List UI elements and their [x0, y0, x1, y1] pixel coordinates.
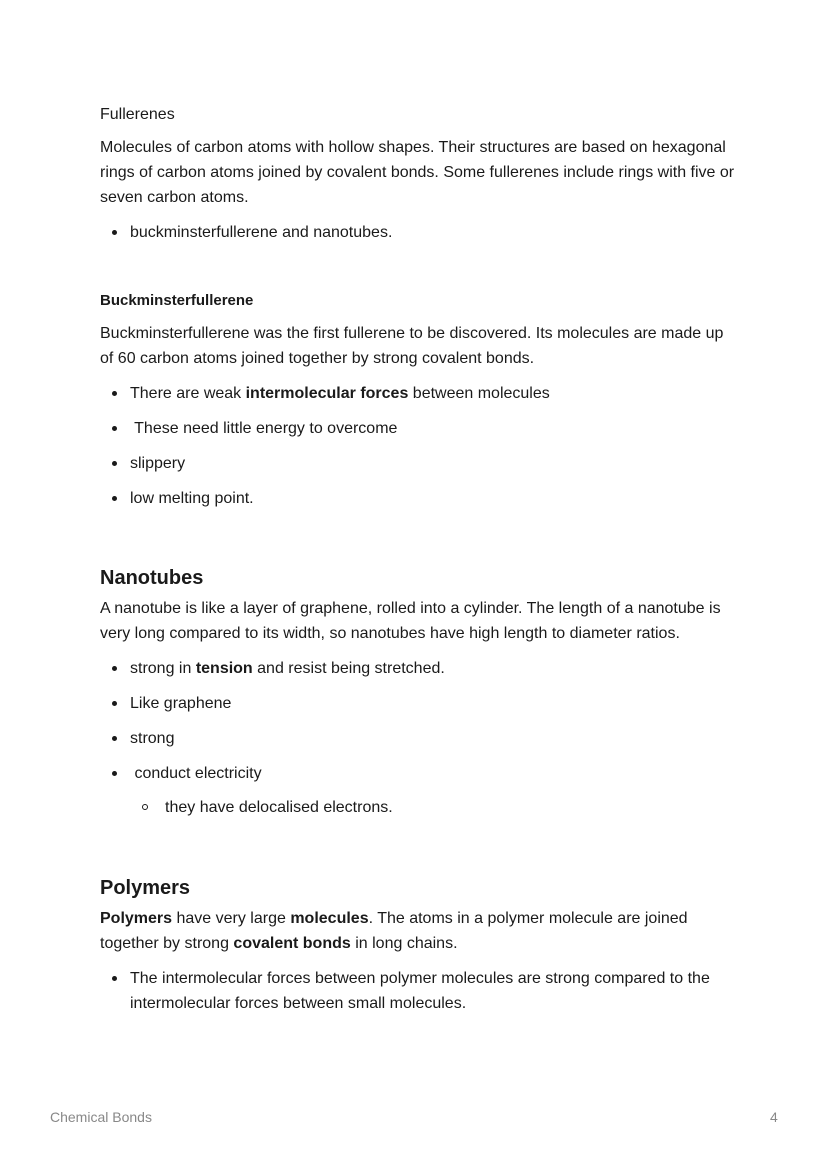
list-item: slippery: [100, 451, 740, 476]
list-item: strong: [100, 726, 740, 751]
polymers-list: [100, 966, 740, 1016]
text: strong in: [130, 660, 196, 677]
bold-term: tension: [195, 660, 253, 677]
text: . The atoms in a polymer molecule are joined together by strong: [100, 910, 688, 952]
bold-term: molecules: [290, 910, 369, 927]
page-number: 4: [770, 1109, 778, 1125]
nanotubes-list: [100, 656, 740, 820]
fullerenes-heading: Fullerenes: [100, 106, 175, 123]
polymers-paragraph: [100, 906, 740, 956]
nanotubes-paragraph: A nanotube is like a layer of graphene, rolled into a cylinder. The length of a nanotube is very long compared to its width, so nanotubes have high length to diameter ratios.: [100, 600, 721, 642]
text: in long chains.: [350, 935, 458, 952]
list-item: The intermolecular forces between polymer molecules are strong compared to the intermolecular forces between small molecules.: [100, 966, 740, 1016]
list-item: low melting point.: [100, 486, 740, 511]
bold-term: intermolecular forces: [245, 385, 409, 402]
buckminsterfullerene-heading: Buckminsterfullerene: [100, 292, 254, 309]
page-content: [100, 102, 740, 1016]
bold-term: Polymers: [100, 910, 173, 927]
list-item: Like graphene: [100, 691, 740, 716]
footer-title: Chemical Bonds: [50, 1109, 152, 1125]
polymers-heading: Polymers: [100, 877, 191, 899]
bold-term: covalent bonds: [233, 935, 351, 952]
list-item: [100, 656, 740, 681]
text: and resist being stretched.: [252, 660, 445, 677]
list-item: conduct electricity: [100, 761, 740, 786]
buckminsterfullerene-list: [100, 381, 740, 511]
sub-list-item: they have delocalised electrons.: [100, 795, 740, 820]
fullerenes-paragraph: Molecules of carbon atoms with hollow shapes. Their structures are based on hexagonal rings of carbon atoms joined by covalent bonds. Some fullerenes include rings with five or seven carbon atoms.: [100, 139, 735, 206]
text: between molecules: [408, 385, 550, 402]
list-item: buckminsterfullerene and nanotubes.: [100, 220, 740, 245]
text: have very large: [172, 910, 291, 927]
nanotubes-heading: Nanotubes: [100, 567, 204, 589]
buckminsterfullerene-paragraph: Buckminsterfullerene was the first fullerene to be discovered. Its molecules are made up of 60 carbon atoms joined together by strong covalent bonds.: [100, 325, 724, 367]
list-item: [100, 381, 740, 406]
text: There are weak: [130, 385, 246, 402]
list-item: These need little energy to overcome: [100, 416, 740, 441]
fullerenes-list: [100, 220, 740, 245]
